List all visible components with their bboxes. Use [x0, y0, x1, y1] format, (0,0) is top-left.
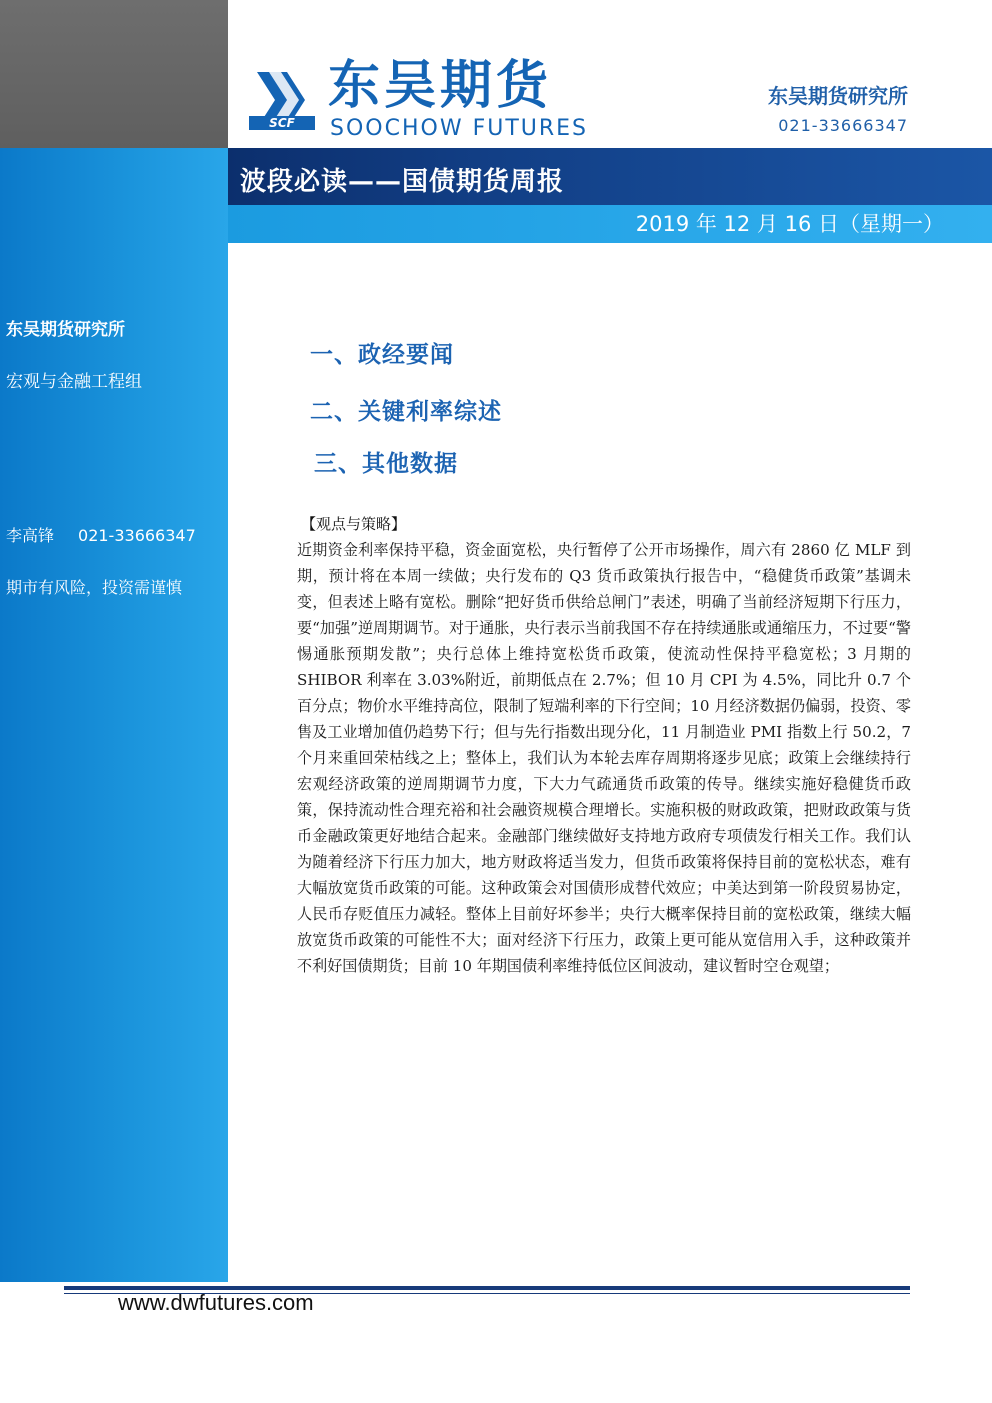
toc-item-key-rates[interactable]: 二、关键利率综述 [310, 399, 502, 425]
sidebar-institute: 东吴期货研究所 [6, 320, 125, 340]
header-gray-block [0, 0, 228, 148]
author-contact [6, 523, 196, 546]
author-phone: 021-33666347 [78, 526, 196, 545]
sidebar-department: 宏观与金融工程组 [6, 372, 142, 392]
section-body: 近期资金利率保持平稳，资金面宽松，央行暂停了公开市场操作，周六有 2860 亿 MLF 到期，预计将在本周一续做；央行发布的 Q3 货币政策执行报告中，“稳健货币政策”基调未变，但表述上略有宽松。删除“把好货币供给总闸门”表述，明确了当前经济短期下行压力，要“加强”逆周期调节。对于通胀，央行表示当前我国不存在持续通胀或通缩压力，不过要“警惕通胀预期发散”；央行总体上维持宽松货币政策，使流动性保持平稳宽松；3 月期的 SHIBOR 利率在 3.03%附近，前期低点在 2.7%；但 10 月 CPI 为 4.5%，同比升 0.7 个百分点；物价水平维持高位，限制了短端利率的下行空间；10 月经济数据仍偏弱，投资、零售及工业增加值仍趋势下行；但与先行指数出现分化，11 月制造业 PMI 指数上行 50.2，7 个月来重回荣枯线之上；整体上，我们认为本轮去库存周期将逐步见底；政策上会继续持行宏观经济政策的逆周期调节力度，下大力气疏通货币政策的传导。继续实施好稳健货币政策，保持流动性合理充裕和社会融资规模合理增长。实施积极的财政政策，把财政政策与货币金融政策更好地结合起来。金融部门继续做好支持地方政府专项债发行相关工作。我们认为随着经济下行压力加大，地方财政将适当发力，但货币政策将保持目前的宽松状态，难有大幅放宽货币政策的可能。这种政策会对国债形成替代效应；中美达到第一阶段贸易协定，人民币存贬值压力减轻。整体上目前好坏参半；央行大概率保持目前的宽松政策，继续大幅放宽货币政策的可能性不大；面对经济下行压力，政策上更可能从宽信用入手，这种政策并不利好国债期货；目前 10 年期国债利率维持低位区间波动，建议暂时空仓观望； [297, 541, 911, 975]
brand-name-cn: 东吴期货 [328, 56, 553, 116]
section-heading: 【观点与策略】 [301, 515, 407, 533]
footer-website-link[interactable]: www.dwfutures.com [118, 1290, 314, 1315]
author-name: 李高锋 [6, 526, 55, 545]
brand-name-en: SOOCHOW FUTURES [330, 116, 589, 141]
toc-item-news[interactable]: 一、政经要闻 [310, 342, 454, 368]
header-institute: 东吴期货研究所 [768, 84, 908, 108]
report-date: 2019 年 12 月 16 日（星期一） [635, 212, 944, 236]
risk-notice: 期市有风险，投资需谨慎 [6, 578, 183, 597]
logo-text: SCF [269, 116, 295, 130]
report-title: 波段必读——国债期货周报 [240, 167, 565, 197]
scf-logo-icon [247, 64, 317, 136]
header-phone: 021-33666347 [778, 116, 908, 135]
toc-item-other-data[interactable]: 三、其他数据 [314, 451, 458, 477]
